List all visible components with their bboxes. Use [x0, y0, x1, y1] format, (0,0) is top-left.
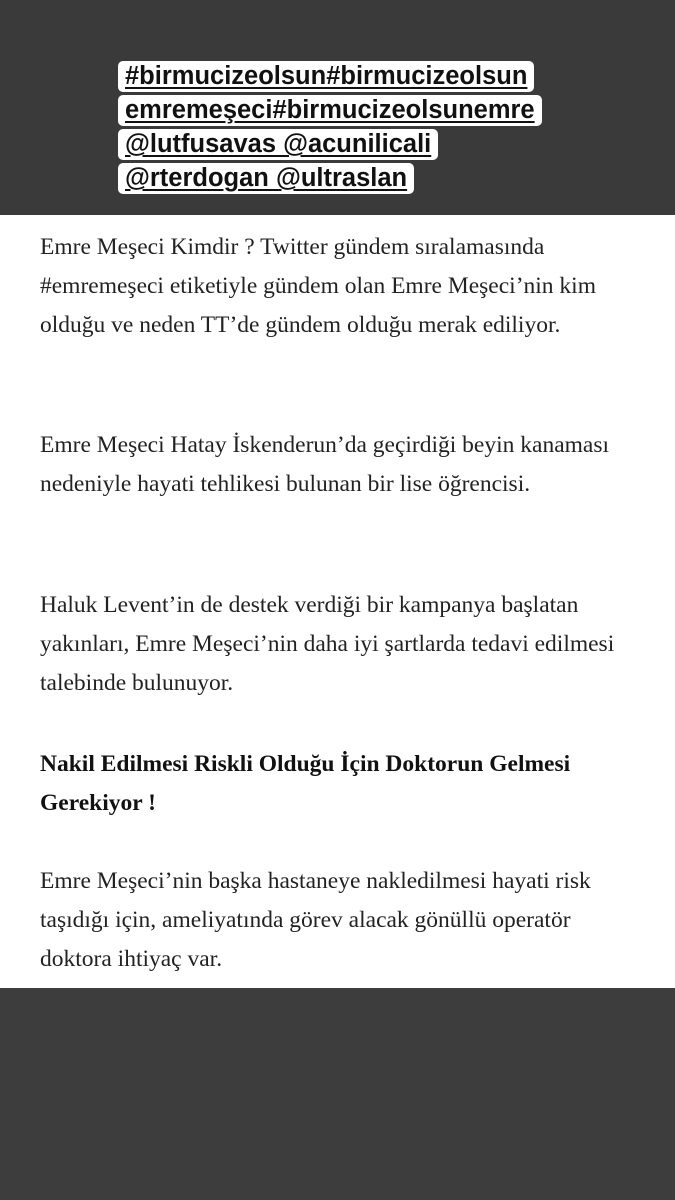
hashtag-sticker[interactable]	[118, 62, 542, 198]
hashtag-text[interactable]: #birmucizeolsun#birmucizeolsun	[118, 61, 534, 92]
mention-line[interactable]	[118, 130, 542, 159]
article-screenshot	[0, 215, 675, 988]
mention-line[interactable]	[118, 164, 542, 193]
hashtag-line[interactable]	[118, 62, 542, 91]
article-heading: Nakil Edilmesi Riskli Olduğu İçin Doktorun Gelmesi Gerekiyor !	[40, 751, 571, 816]
article-paragraph: Emre Meşeci Kimdir ? Twitter gündem sıralamasında #emremeşeci etiketiyle gündem olan Emre Meşeci’nin kim olduğu ve neden TT’de gündem olduğu merak ediliyor.	[40, 234, 596, 338]
hashtag-text[interactable]: emremeşeci#birmucizeolsunemre	[118, 95, 542, 126]
article-paragraph: Emre Meşeci’nin başka hastaneye nakledilmesi hayati risk taşıdığı için, ameliyatında görev alacak gönüllü operatör doktora ihtiyaç var.	[40, 868, 591, 972]
mention-text[interactable]: @lutfusavas @acunilicali	[118, 129, 438, 160]
article-paragraph: Emre Meşeci Hatay İskenderun’da geçirdiği beyin kanaması nedeniyle hayati tehlikesi bulunan bir lise öğrencisi.	[40, 432, 610, 497]
article-paragraph: Haluk Levent’in de destek verdiği bir kampanya başlatan yakınları, Emre Meşeci’nin daha iyi şartlarda tedavi edilmesi talebinde bulunuyor.	[40, 592, 615, 696]
mention-text[interactable]: @rterdogan @ultraslan	[118, 163, 414, 194]
story-background-bottom	[0, 988, 675, 1200]
hashtag-line[interactable]	[118, 96, 542, 125]
